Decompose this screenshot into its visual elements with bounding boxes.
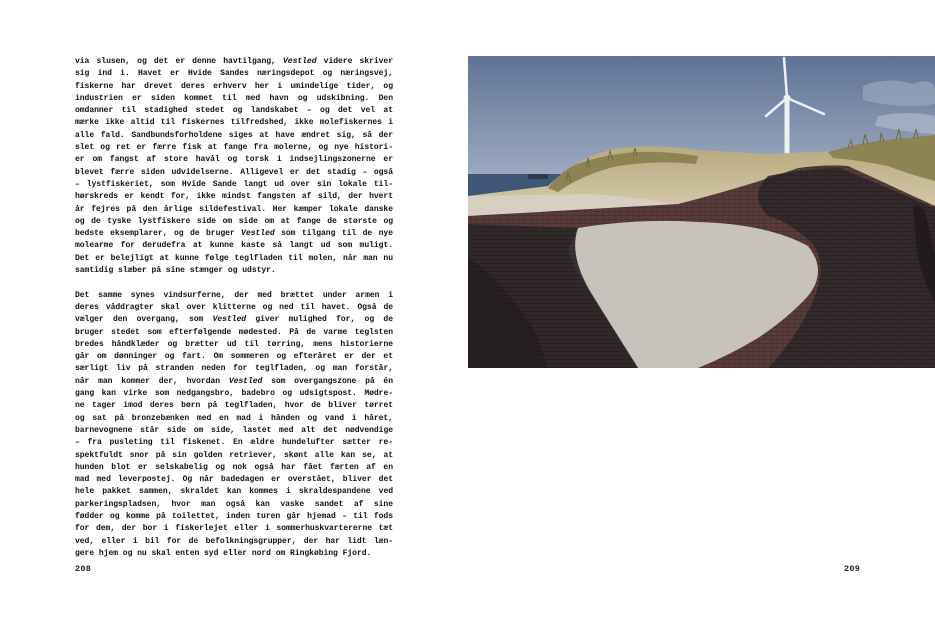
- text-line: omdanner til stadighed stedet og landskabet – og det vel at: [75, 106, 393, 116]
- text-line: bruger stedet som efterfølgende mødested. På de varme teglsten: [75, 327, 393, 337]
- text-line: fødder og komme på toilettet, inden turen går hjemad – til fods: [75, 511, 393, 521]
- text-line: hele pakket sammen, skraldet kan kommes i skraldespandene ved: [75, 487, 393, 497]
- italic-title: Vestled: [228, 376, 263, 386]
- text-line: når man kommer der, hvordan Vestled som overgangszone på én: [75, 376, 393, 386]
- paragraph: [75, 290, 393, 561]
- photograph: [468, 56, 935, 368]
- page-number-right: 209: [844, 564, 861, 574]
- text-line: alle fald. Sandbundsforholdene siges at have ændret sig, så der: [75, 130, 393, 140]
- text-line: barnevognene står side om side, lastet med alt det nødvendige: [75, 425, 393, 435]
- text-line: parkeringspladsen, hvor man også kan vaske sandet af sine: [75, 499, 393, 509]
- text-line: – fra pusleting til fiskenet. En ældre hundelufter sætter re-: [75, 438, 393, 448]
- text-line: gang kan virke som nedgangsbro, badebro og udsigtspost. Mødre-: [75, 389, 393, 399]
- text-line: bredes håndklæder og brætter ud til tørring, mens historierne: [75, 339, 393, 349]
- paragraph: [75, 56, 393, 277]
- body-text: [75, 56, 393, 560]
- text-line: industrien er siden kommet til med havn og udskibning. Den: [75, 93, 393, 103]
- text-line: hunden blot er selskabelig og nok også har fået færten af en: [75, 462, 393, 472]
- left-page: [0, 0, 467, 624]
- text-line: går om dønninger og fart. Om sommeren og efteråret er der et: [75, 352, 393, 362]
- text-line: særligt liv på stranden neden for teglfladen, og man forstår,: [75, 364, 393, 374]
- text-line: mad med leverpostej. Og når badedagen er overstået, bliver det: [75, 475, 393, 485]
- text-line: år fejres på den årlige sildefestival. Her kæmper lokale danske: [75, 204, 393, 214]
- text-line: mærke ikke altid til fiskernes tilfredshed, ikke molefiskernes i: [75, 118, 393, 128]
- text-line: ne tager imod deres børn på teglfladen, hvor de bliver tørret: [75, 401, 393, 411]
- text-line: for dem, der bor i fiskerlejet eller i sommerhuskvartererne tæt: [75, 524, 393, 534]
- italic-title: Vestled: [283, 57, 317, 66]
- text-line: gere hjem og nu skal enten syd eller nord om Ringkøbing Fjord.: [75, 548, 372, 558]
- right-page: [467, 0, 935, 624]
- text-line: Det er belejligt at kunne følge teglfladen til molen, når man nu: [75, 253, 393, 263]
- text-line: vælger den overgang, som Vestled giver mulighed for, og de: [75, 315, 393, 325]
- text-line: bedste eksemplarer, og de bruger Vestled som tilgang til de nye: [75, 229, 393, 239]
- text-line: Det samme synes vindsurferne, der med brættet under armen i: [75, 290, 393, 300]
- text-line: deres våddragter skal over klitterne og ned til havet. Også de: [75, 302, 393, 312]
- text-line: og de tyske lystfiskere side om side om at fange de største og: [75, 216, 393, 226]
- text-line: slet og ret er færre fisk at fange fra molerne, og nye histori-: [75, 143, 393, 153]
- text-line: hørskreds er kendt for, ikke mindst fangsten af sild, der hvert: [75, 192, 393, 202]
- text-line: er om fangst af store havål og torsk i indsejlingszonerne er: [75, 155, 393, 165]
- italic-title: Vestled: [241, 229, 275, 239]
- text-line: blevet færre siden udvidelserne. Alligevel er det stadig – også: [75, 167, 393, 177]
- text-line: molearme for derudefra at kunne kaste så langt ud som muligt.: [75, 241, 393, 251]
- text-line: – lystfiskeriet, som Hvide Sande langt ud over sin lokale til-: [75, 179, 393, 189]
- text-line: samtidig slæber på sine stænger og udstyr.: [75, 266, 276, 276]
- text-line: sig ind i. Havet er Hvide Sandes næringsdepot og næringsvej,: [75, 69, 393, 79]
- text-line: via slusen, og det er denne havtilgang, Vestled videre skriver: [75, 57, 393, 66]
- text-line: og sat på bronzebænken med en mad i hånden og vand i håret,: [75, 413, 393, 423]
- page-number-left: 208: [75, 564, 92, 574]
- text-line: spektfuldt snor på sin golden retriever, skønt alle kan se, at: [75, 450, 393, 460]
- text-line: ved, eller i bil for de befolkningsgrupper, der har lidt læn-: [75, 536, 393, 546]
- photo-image: [468, 56, 935, 368]
- italic-title: Vestled: [212, 315, 247, 325]
- text-line: fiskerne har drevet deres erhverv her i umindelige tider, og: [75, 81, 393, 91]
